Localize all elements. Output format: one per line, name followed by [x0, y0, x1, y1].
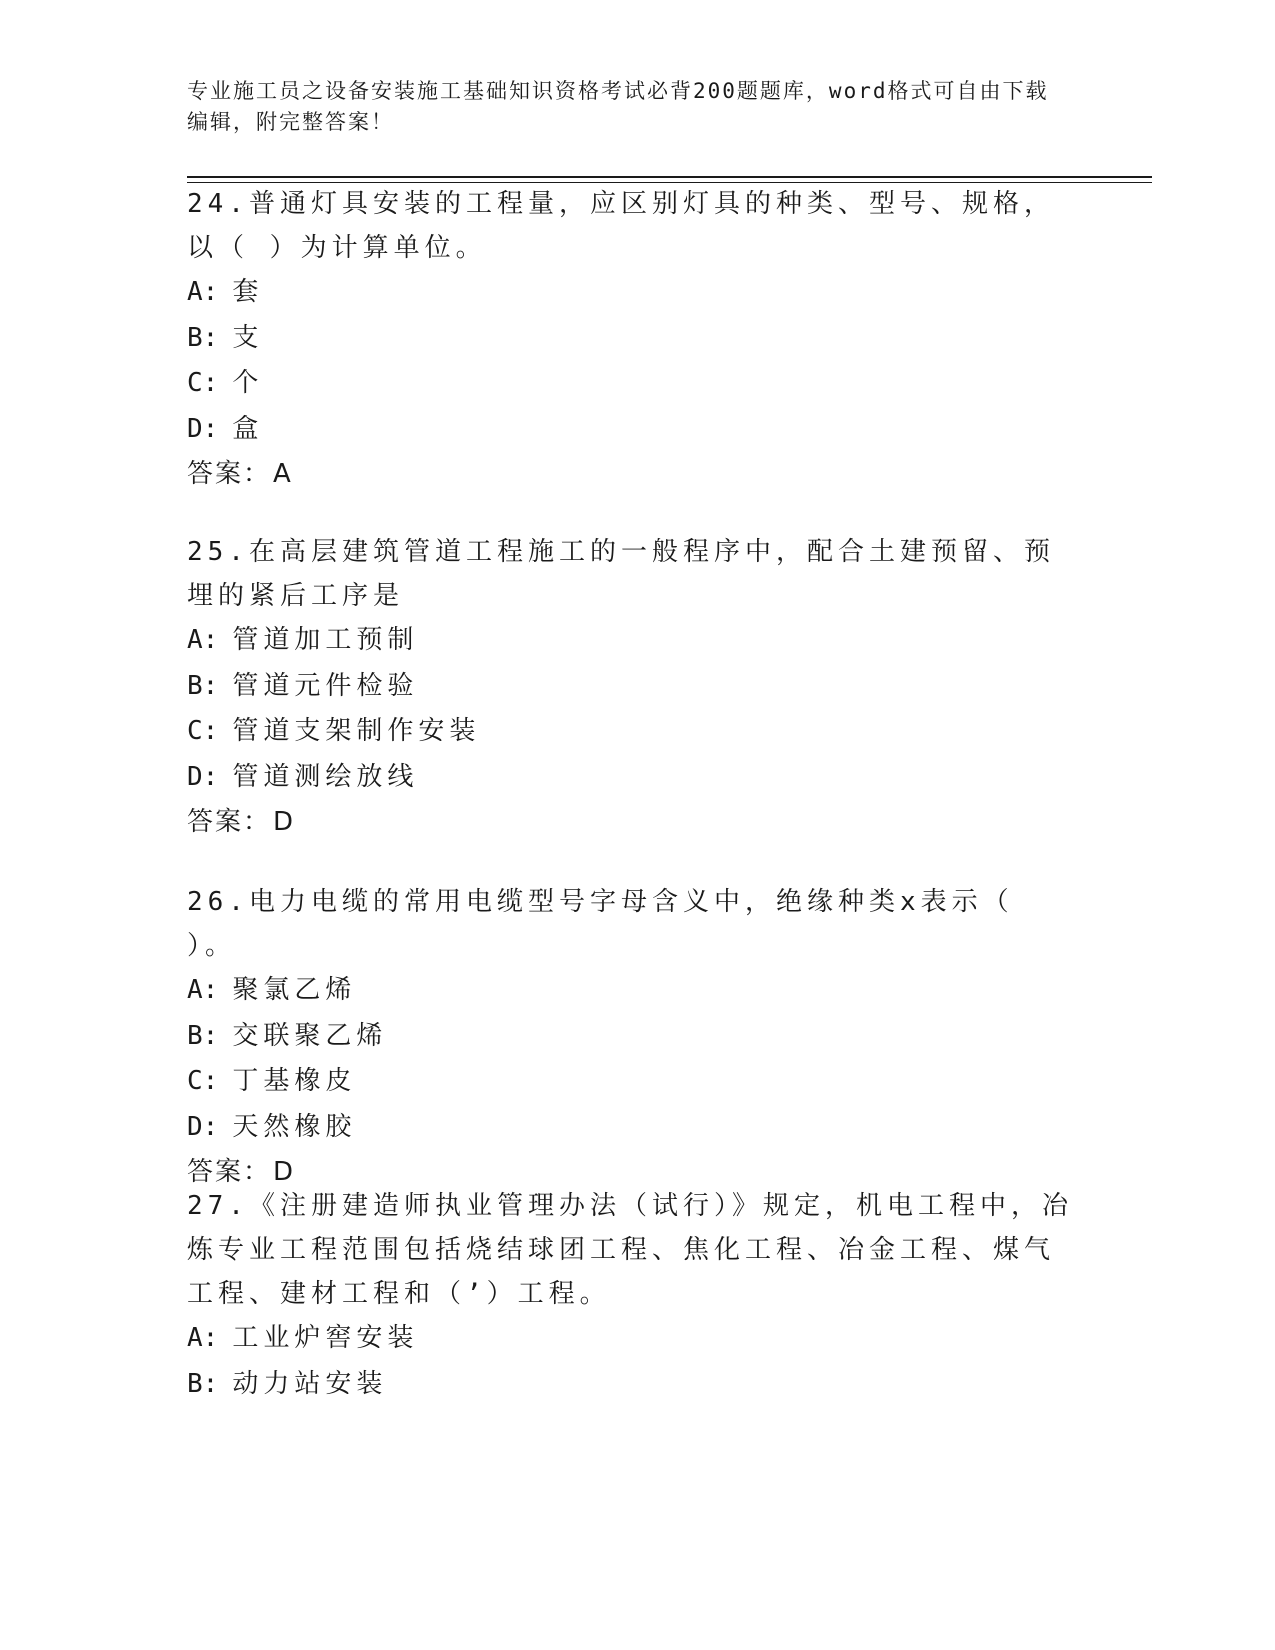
option-letter: B:	[187, 322, 219, 353]
question-text: 26.电力电缆的常用电缆型号字母含义中，绝缘种类x表示（ ）。	[187, 887, 1014, 961]
option-text: 丁基橡皮	[232, 1066, 357, 1096]
option-text: 支	[232, 322, 264, 353]
option-letter: D:	[187, 761, 219, 792]
option-letter: A:	[187, 625, 219, 655]
answer-line	[187, 800, 1077, 845]
answer-value: D	[273, 807, 295, 837]
option-letter: D:	[187, 1111, 219, 1142]
option-c	[187, 361, 1077, 407]
option-c	[187, 709, 1077, 755]
option-b	[187, 1362, 1077, 1408]
option-text: 管道支架制作安装	[232, 716, 481, 746]
option-letter: A:	[187, 277, 219, 307]
question-26	[187, 880, 1077, 1195]
option-c	[187, 1059, 1077, 1105]
option-letter: A:	[187, 1323, 219, 1353]
option-a	[187, 1316, 1077, 1362]
answer-value: D	[273, 1157, 295, 1187]
header-divider-thick	[187, 176, 1152, 178]
option-letter: B:	[187, 1368, 219, 1399]
option-b	[187, 1014, 1077, 1060]
question-text: 24.普通灯具安装的工程量，应区别灯具的种类、型号、规格，以（ ）为计算单位。	[187, 189, 1055, 263]
option-letter: D:	[187, 413, 219, 444]
option-text: 套	[232, 277, 264, 307]
option-letter: B:	[187, 670, 219, 701]
option-text: 管道元件检验	[232, 670, 419, 701]
option-b	[187, 664, 1077, 710]
option-letter: C:	[187, 716, 219, 746]
answer-label: 答案：	[187, 807, 272, 837]
option-a	[187, 968, 1077, 1014]
option-d	[187, 1105, 1077, 1151]
option-a	[187, 618, 1077, 664]
answer-value: A	[273, 459, 292, 489]
question-27	[187, 1184, 1077, 1407]
answer-label: 答案：	[187, 459, 272, 489]
option-d	[187, 755, 1077, 801]
option-d	[187, 407, 1077, 453]
document-header: 专业施工员之设备安装施工基础知识资格考试必背200题题库，word格式可自由下载编辑，附完整答案！	[187, 79, 1049, 134]
option-letter: C:	[187, 368, 219, 398]
option-text: 交联聚乙烯	[232, 1020, 388, 1051]
question-text: 27.《注册建造师执业管理办法（试行）》规定，机电工程中，冶炼专业工程范围包括烧结球团工程、焦化工程、冶金工程、煤气工程、建材工程和（’）工程。	[187, 1191, 1073, 1309]
option-text: 工业炉窖安装	[232, 1323, 419, 1353]
answer-line	[187, 452, 1077, 497]
option-text: 管道测绘放线	[232, 761, 419, 792]
option-letter: C:	[187, 1066, 219, 1096]
option-b	[187, 316, 1077, 362]
option-text: 个	[232, 368, 264, 398]
option-text: 聚氯乙烯	[232, 975, 357, 1005]
answer-label: 答案：	[187, 1157, 272, 1187]
option-text: 盒	[232, 413, 264, 444]
option-text: 管道加工预制	[232, 625, 419, 655]
option-text: 动力站安装	[232, 1368, 388, 1399]
question-25	[187, 530, 1077, 845]
option-letter: A:	[187, 975, 219, 1005]
question-24	[187, 182, 1077, 497]
option-letter: B:	[187, 1020, 219, 1051]
option-a	[187, 270, 1077, 316]
option-text: 天然橡胶	[232, 1111, 357, 1142]
question-text: 25.在高层建筑管道工程施工的一般程序中，配合土建预留、预埋的紧后工序是	[187, 537, 1055, 611]
